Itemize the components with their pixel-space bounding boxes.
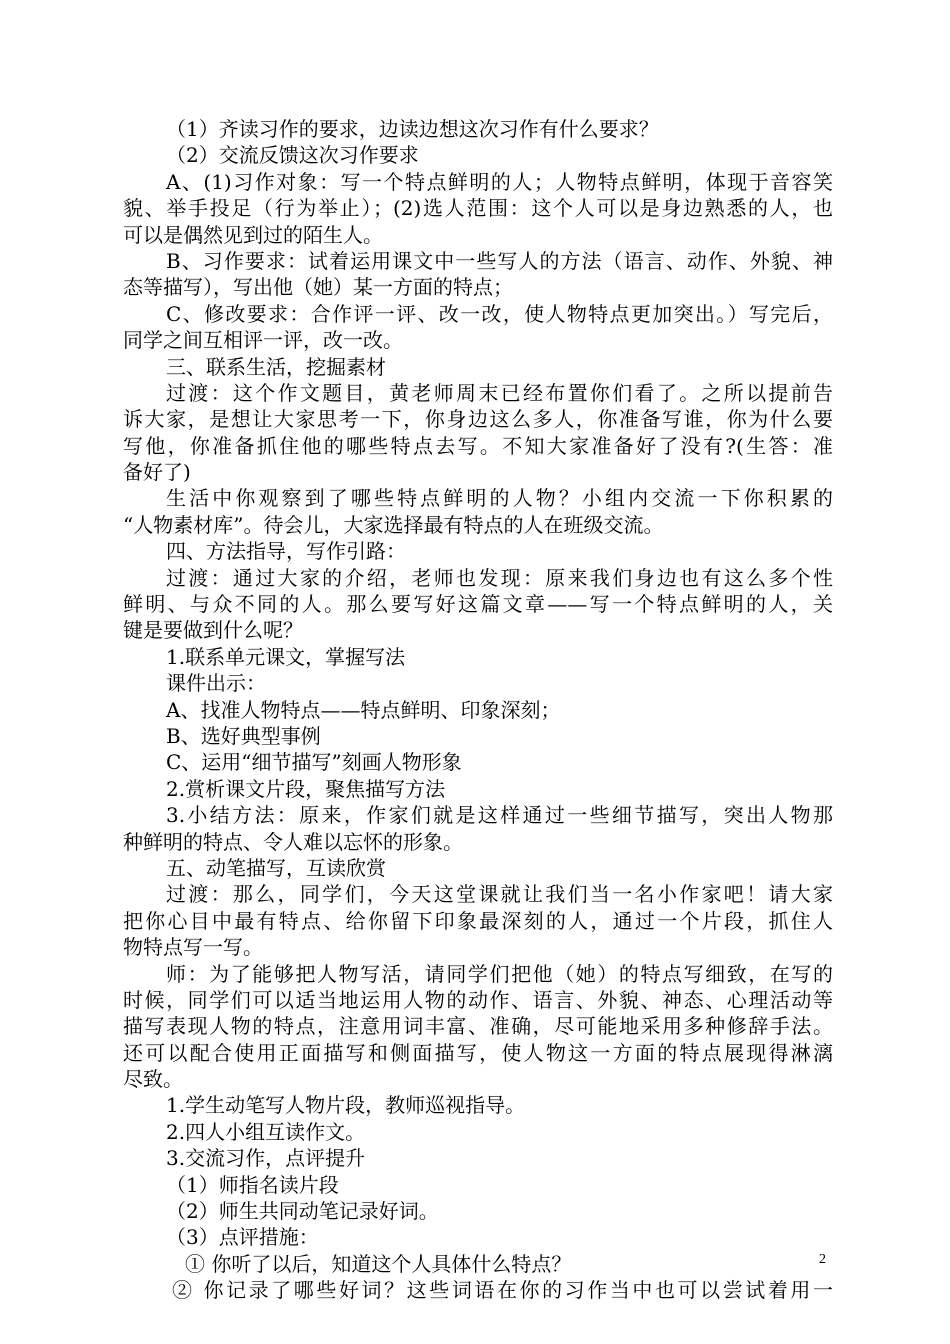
text-line: （1）齐读习作的要求，边读边想这次习作有什么要求？	[166, 117, 659, 141]
text-line: 1.联系单元课文，掌握写法	[166, 644, 406, 669]
text-line: ① 你听了以后，知道这个人具体什么特点？	[185, 1251, 572, 1276]
text-line: A、找准人物特点——特点鲜明、印象深刻；	[166, 697, 561, 722]
text-line: B、习作要求：试着运用课文中一些写人的方法（语言、动作、外貌、神	[166, 248, 833, 273]
text-line: 态等描写），写出他（她）某一方面的特点；	[123, 275, 513, 300]
text-line: C、运用“细节描写”刻画人物形象	[166, 750, 462, 775]
text-line: 种鲜明的特点、令人难以忘怀的形象。	[123, 829, 463, 854]
text-line: 鲜明、与众不同的人。那么要写好这篇文章——写一个特点鲜明的人，关	[123, 592, 833, 617]
text-line: 同学之间互相评一评，改一改。	[123, 328, 403, 353]
text-line: 师：为了能够把人物写活，请同学们把他（她）的特点写细致，在写的	[166, 961, 833, 986]
text-line: 貌、举手投足（行为举止）；(2)选人范围：这个人可以是身边熟悉的人，也	[123, 196, 833, 221]
text-line: A、(1)习作对象：写一个特点鲜明的人；人物特点鲜明，体现于音容笑	[166, 169, 833, 194]
text-line: （1）师指名读片段	[166, 1172, 339, 1197]
text-line: 把你心目中最有特点、给你留下印象最深刻的人，通过一个片段，抓住人	[123, 908, 833, 933]
text-line: 键是要做到什么呢？	[123, 618, 303, 643]
text-line: 过渡：这个作文题目，黄老师周末已经布置你们看了。之所以提前告	[166, 380, 833, 405]
text-line: 三、联系生活，挖掘素材	[166, 354, 386, 379]
text-line: 四、方法指导，写作引路：	[166, 539, 406, 564]
text-line: 2.赏析课文片段，聚焦描写方法	[166, 776, 446, 801]
text-line: “人物素材库”。待会儿，大家选择最有特点的人在班级交流。	[123, 512, 664, 537]
text-line: 时候，同学们可以适当地运用人物的动作、语言、外貌、神态、心理活动等	[123, 987, 833, 1012]
text-line: 备好了)	[123, 460, 191, 485]
text-line: （3）点评措施：	[166, 1225, 319, 1250]
text-line: 生活中你观察到了哪些特点鲜明的人物？小组内交流一下你积累的	[166, 486, 833, 511]
text-line: 过渡：通过大家的介绍，老师也发现：原来我们身边也有这么多个性	[166, 565, 833, 590]
text-line: 写他，你准备抓住他的哪些特点去写。不知大家准备好了没有?(生答：准	[123, 433, 833, 458]
text-line: 尽致。	[123, 1067, 183, 1092]
text-line: 描写表现人物的特点，注意用词丰富、准确，尽可能地采用多种修辞手法。	[123, 1014, 833, 1039]
text-line: 2.四人小组互读作文。	[166, 1119, 366, 1144]
text-line: 3.小结方法：原来，作家们就是这样通过一些细节描写，突出人物那	[166, 803, 833, 828]
text-line: 可以是偶然见到过的陌生人。	[123, 222, 383, 247]
text-line: 3.交流习作，点评提升	[166, 1146, 366, 1171]
text-line: （2）交流反馈这次习作要求	[166, 143, 419, 168]
text-line: C、修改要求：合作评一评、改一改，使人物特点更加突出。）写完后，	[166, 301, 833, 326]
text-line: B、选好典型事例	[166, 723, 321, 748]
text-line: 过渡：那么，同学们，今天这堂课就让我们当一名小作家吧！请大家	[166, 882, 833, 907]
text-line: 物特点写一写。	[123, 935, 263, 960]
page-number: 2	[819, 1252, 826, 1267]
text-line: ② 你记录了哪些好词？这些词语在你的习作当中也可以尝试着用一	[172, 1278, 833, 1303]
text-line: 还可以配合使用正面描写和侧面描写，使人物这一方面的特点展现得淋漓	[123, 1040, 833, 1065]
document-body	[123, 116, 833, 1304]
text-line: 1.学生动笔写人物片段，教师巡视指导。	[166, 1093, 526, 1118]
text-line: 五、动笔描写，互读欣赏	[166, 855, 386, 880]
text-line: （2）师生共同动笔记录好词。	[166, 1199, 439, 1224]
text-line: 诉大家，是想让大家思考一下，你身边这么多人，你准备写谁，你为什么要	[123, 407, 833, 432]
text-line: 课件出示：	[166, 671, 266, 696]
